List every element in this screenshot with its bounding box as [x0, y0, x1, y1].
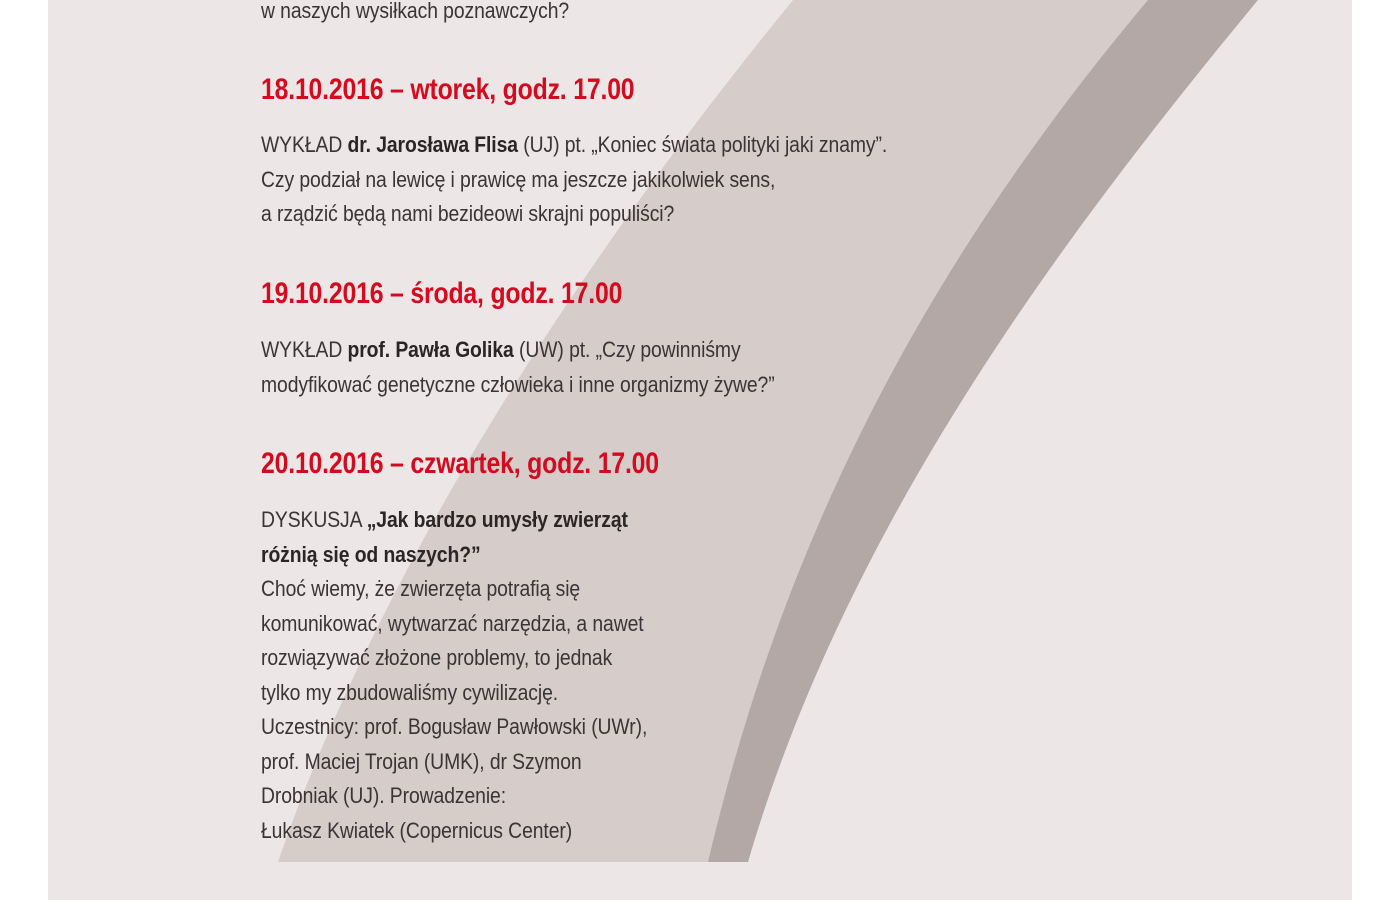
- event-1-type: WYKŁAD: [261, 132, 343, 157]
- event-1-description: [261, 128, 887, 232]
- event-2-description: [261, 333, 775, 402]
- event-3-body-line-2: komunikować, wytwarzać narzędzia, a nawet: [261, 610, 644, 636]
- event-1-line-2: Czy podział na lewicę i prawicę ma jeszcze jakikolwiek sens,: [261, 166, 776, 192]
- intro-line: w naszych wysiłkach poznawczych?: [261, 0, 570, 23]
- event-1-speaker: dr. Jarosława Flisa: [347, 132, 518, 157]
- event-3-title-line-2: różnią się od naszych?”: [261, 541, 481, 567]
- event-2-date: 19.10.2016 – środa, godz. 17.00: [261, 277, 623, 310]
- event-3-line-2: [261, 538, 647, 573]
- event-3-body-line-4: tylko my zbudowaliśmy cywilizację.: [261, 679, 559, 705]
- event-3-date: 20.10.2016 – czwartek, godz. 17.00: [261, 447, 659, 480]
- event-3-participants-line-2: prof. Maciej Trojan (UMK), dr Szymon: [261, 748, 582, 774]
- event-3-participants-line-1: Uczestnicy: prof. Bogusław Pawłowski (UWr),: [261, 714, 648, 739]
- event-2-type: WYKŁAD: [261, 337, 343, 362]
- event-3-description: [261, 503, 647, 848]
- event-3-body-line-1: Choć wiemy, że zwierzęta potrafią się: [261, 576, 581, 601]
- event-2-line-1: [261, 333, 775, 368]
- event-1-line-3: a rządzić będą nami bezideowi skrajni populiści?: [261, 201, 675, 226]
- event-3-participants-line-3: Drobniak (UJ). Prowadzenie:: [261, 783, 507, 808]
- event-3-type: DYSKUSJA: [261, 507, 362, 532]
- event-3-title-line-1: „Jak bardzo umysły zwierząt: [366, 507, 628, 532]
- program-content: [48, 0, 1352, 900]
- event-1-date: 18.10.2016 – wtorek, godz. 17.00: [261, 73, 635, 106]
- event-2-title: (UW) pt. „Czy powinniśmy: [519, 337, 741, 362]
- event-2-speaker: prof. Pawła Golika: [347, 337, 514, 362]
- event-2-line-2: modyfikować genetyczne człowieka i inne organizmy żywe?”: [261, 371, 775, 397]
- event-3-line-1: [261, 503, 647, 538]
- event-1-title: (UJ) pt. „Koniec świata polityki jaki znamy”.: [523, 132, 888, 157]
- event-3-moderator-line: Łukasz Kwiatek (Copernicus Center): [261, 817, 573, 843]
- event-1-line-1: [261, 128, 887, 163]
- event-3-body-line-3: rozwiązywać złożone problemy, to jednak: [261, 645, 613, 670]
- poster: [48, 0, 1352, 900]
